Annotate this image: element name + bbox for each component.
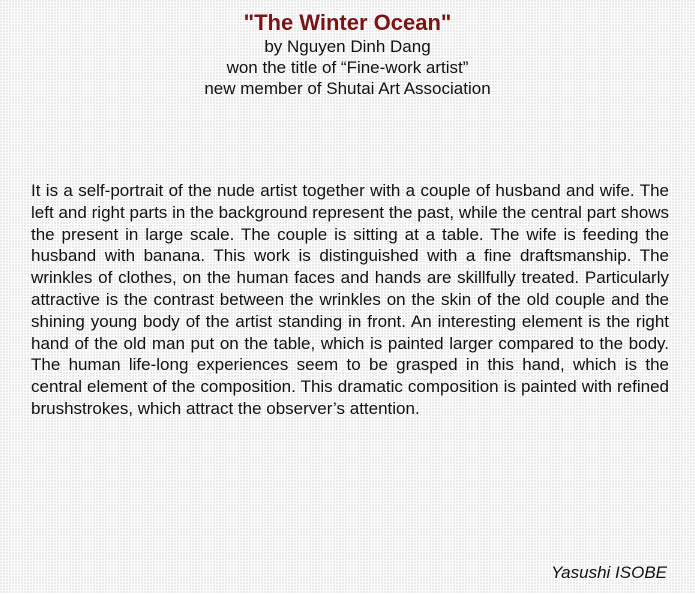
artwork-title: "The Winter Ocean" [243, 10, 452, 35]
membership-line: new member of Shutai Art Association [204, 79, 491, 98]
article-header [0, 10, 695, 99]
award-line: won the title of “Fine-work artist” [226, 58, 469, 77]
description-paragraph: It is a self-portrait of the nude artist together with a couple of husband and wife. The left and right parts in the background represent the past, while the central part shows the present in large scale. The couple is sitting at a table. The wife is feeding the husband with banana. This work is distinguished with a fine draftsmanship. The wrinkles of clothes, on the human faces and hands are skillfully treated. Particularly attractive is the contrast between the wrinkles on the skin of the old couple and the shining young body of the artist standing in front. An interesting element is the right hand of the old man put on the table, which is painted larger compared to the body. The human life-long experiences seem to be grasped in this hand, which is the central element of the composition. This dramatic composition is painted with refined brushstrokes, which attract the observer’s attention. [31, 181, 669, 418]
artist-byline: by Nguyen Dinh Dang [264, 37, 431, 56]
author-signature: Yasushi ISOBE [551, 563, 667, 582]
